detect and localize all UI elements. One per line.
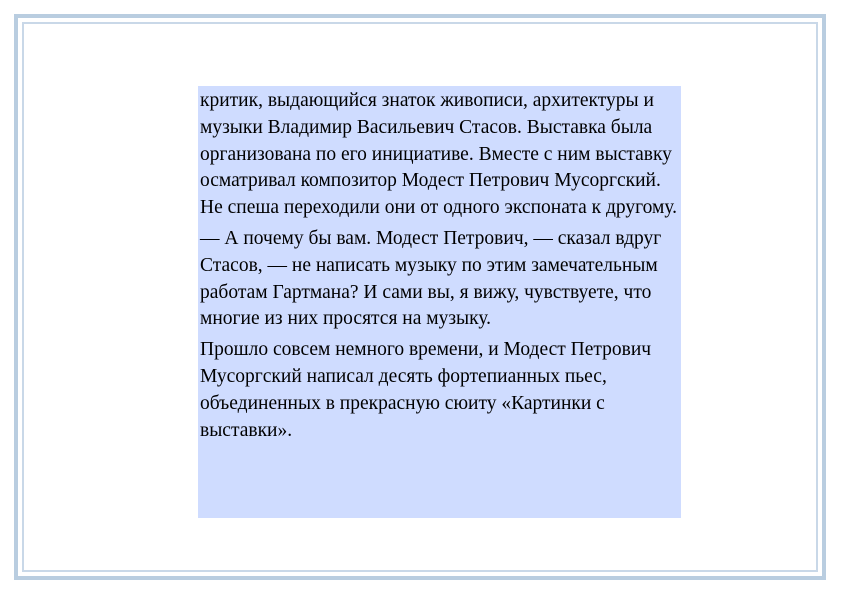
text-block <box>198 86 681 518</box>
paragraph-3: Прошло совсем немного времени, и Модест Петрович Мусоргский написал десять фортепианных пьес, объединенных в прекрасную сюиту «Картинки с выставки». <box>200 339 652 441</box>
paragraph-2: — А почему бы вам. Модест Петрович, — сказал вдруг Стасов, — не написать музыку по этим замечательным работам Гартмана? И сами вы, я вижу, чувствуете, что многие из них просятся на музыку. <box>200 227 662 330</box>
paragraph-1: критик, выдающийся знаток живописи, архитектуры и музыки Владимир Васильевич Стасов. Выставка была организована по его инициативе. Вместе с ним выставку осматривал композитор Модест Петрович Мусоргский. Не спеша переходили они от одного экспоната к другому. <box>200 90 678 219</box>
